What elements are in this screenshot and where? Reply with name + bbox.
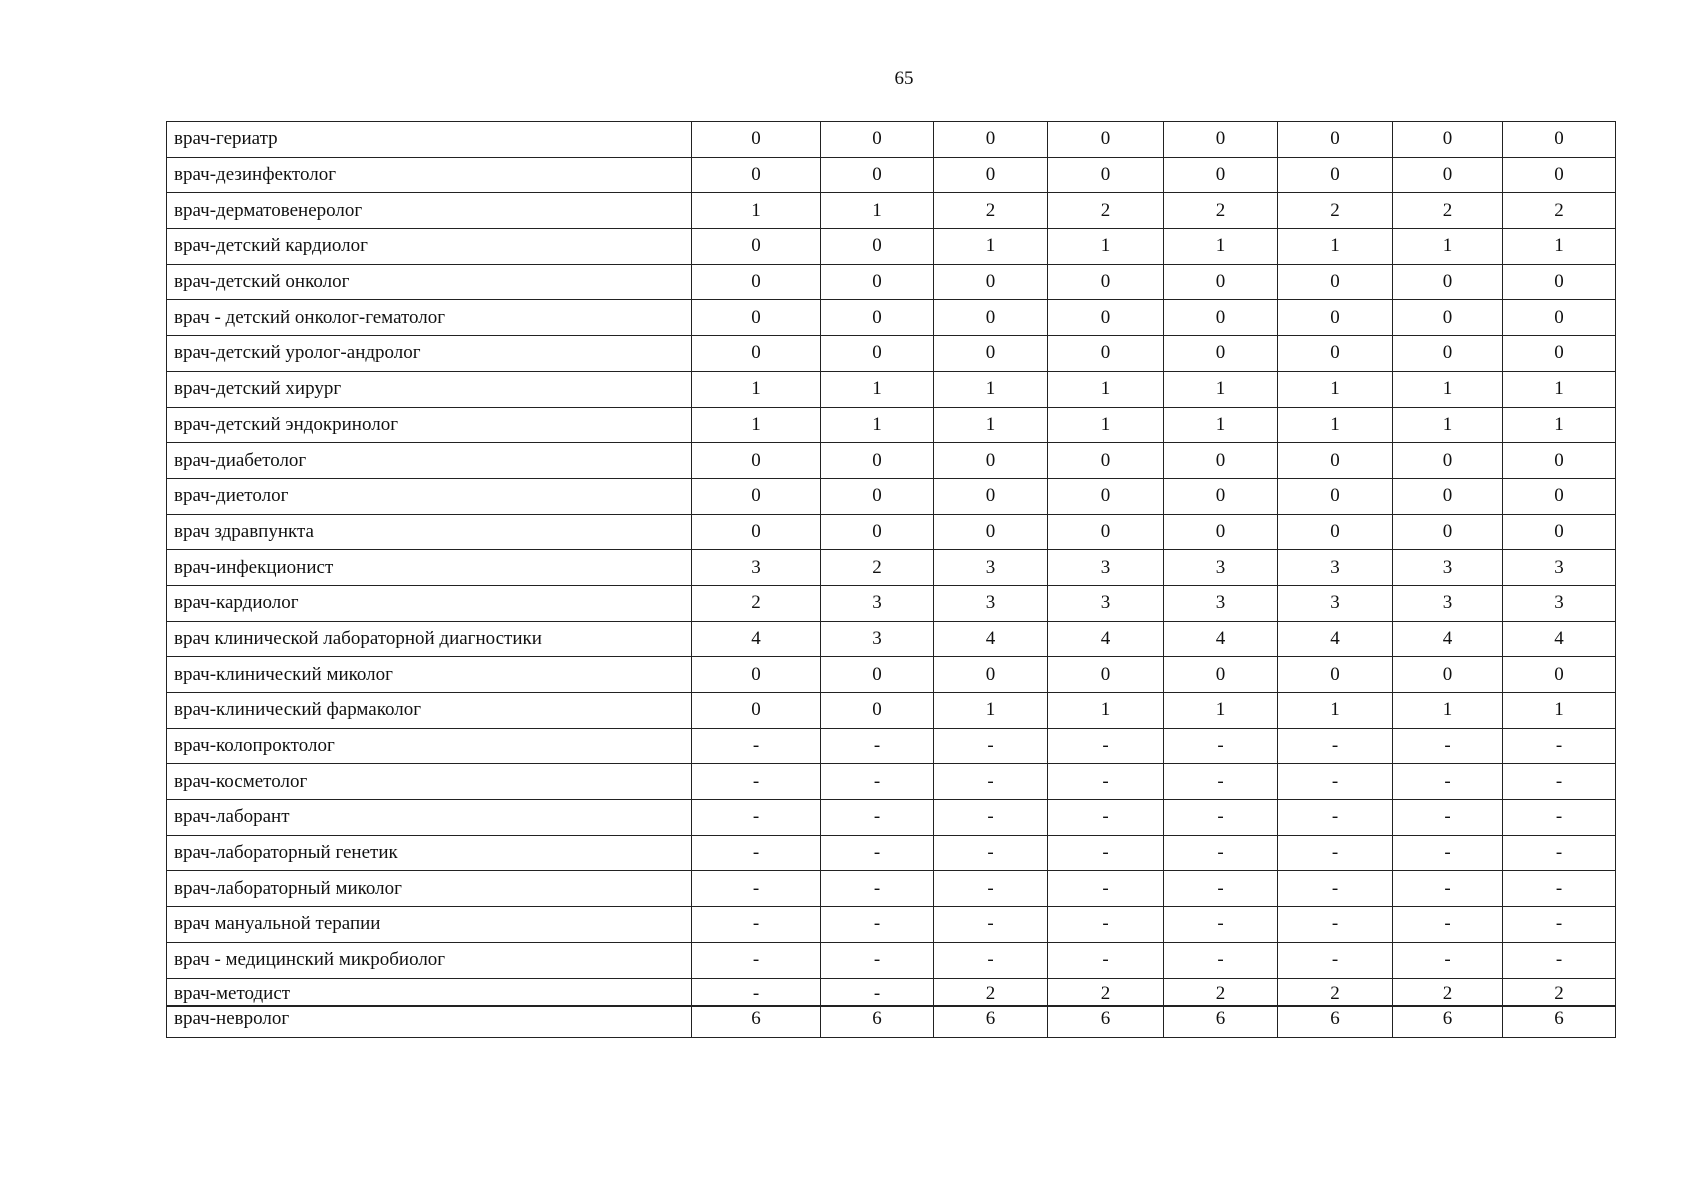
- table-row: [167, 371, 1616, 407]
- value-cell: -: [1164, 728, 1278, 764]
- value-cell: 0: [692, 264, 821, 300]
- value-cell: 2: [1164, 193, 1278, 229]
- value-cell: 4: [692, 621, 821, 657]
- value-cell: 0: [1164, 514, 1278, 550]
- value-cell: 0: [1393, 657, 1503, 693]
- table-row: [167, 657, 1616, 693]
- table-row: [167, 978, 1616, 1006]
- value-cell: 2: [692, 585, 821, 621]
- value-cell: 0: [1503, 157, 1616, 193]
- value-cell: 1: [821, 193, 934, 229]
- value-cell: 0: [1503, 657, 1616, 693]
- value-cell: -: [934, 907, 1048, 943]
- value-cell: 3: [1164, 550, 1278, 586]
- value-cell: 0: [934, 478, 1048, 514]
- value-cell: 0: [1164, 122, 1278, 158]
- value-cell: -: [821, 800, 934, 836]
- value-cell: 0: [821, 514, 934, 550]
- value-cell: -: [1503, 728, 1616, 764]
- value-cell: 0: [934, 157, 1048, 193]
- value-cell: 0: [934, 443, 1048, 479]
- value-cell: -: [821, 728, 934, 764]
- value-cell: -: [1393, 907, 1503, 943]
- value-cell: 0: [1278, 514, 1393, 550]
- value-cell: 1: [1503, 407, 1616, 443]
- position-name-cell: врач-детский хирург: [167, 371, 692, 407]
- value-cell: 4: [1278, 621, 1393, 657]
- value-cell: 0: [1278, 336, 1393, 372]
- value-cell: 1: [1164, 693, 1278, 729]
- table-row: [167, 728, 1616, 764]
- table-body: [167, 122, 1616, 1038]
- value-cell: 0: [692, 300, 821, 336]
- value-cell: 1: [1164, 229, 1278, 265]
- value-cell: -: [1164, 871, 1278, 907]
- position-name-cell: врач-дезинфектолог: [167, 157, 692, 193]
- value-cell: -: [1393, 728, 1503, 764]
- value-cell: -: [1048, 871, 1164, 907]
- table-row: [167, 122, 1616, 158]
- staffing-table: [166, 121, 1616, 1038]
- table-row: [167, 585, 1616, 621]
- value-cell: 1: [1503, 693, 1616, 729]
- value-cell: 1: [1278, 407, 1393, 443]
- value-cell: 0: [1393, 122, 1503, 158]
- value-cell: 0: [1048, 300, 1164, 336]
- position-name-cell: врач-колопроктолог: [167, 728, 692, 764]
- position-name-cell: врач-косметолог: [167, 764, 692, 800]
- value-cell: 0: [1048, 336, 1164, 372]
- value-cell: 0: [1048, 478, 1164, 514]
- value-cell: 3: [1278, 585, 1393, 621]
- value-cell: 0: [692, 514, 821, 550]
- value-cell: 0: [821, 443, 934, 479]
- value-cell: 1: [1393, 693, 1503, 729]
- value-cell: 1: [1048, 407, 1164, 443]
- position-name-cell: врач-детский уролог-андролог: [167, 336, 692, 372]
- position-name-cell: врач-диетолог: [167, 478, 692, 514]
- value-cell: 2: [1503, 978, 1616, 1006]
- value-cell: 3: [1048, 550, 1164, 586]
- value-cell: 1: [1164, 407, 1278, 443]
- value-cell: 0: [934, 514, 1048, 550]
- value-cell: -: [1393, 800, 1503, 836]
- value-cell: -: [1164, 907, 1278, 943]
- position-name-cell: врач-детский онколог: [167, 264, 692, 300]
- value-cell: 0: [1048, 657, 1164, 693]
- value-cell: 0: [1503, 264, 1616, 300]
- value-cell: -: [821, 871, 934, 907]
- value-cell: 0: [1393, 478, 1503, 514]
- position-name-cell: врач-дерматовенеролог: [167, 193, 692, 229]
- value-cell: 3: [1278, 550, 1393, 586]
- table-row: [167, 693, 1616, 729]
- value-cell: 0: [1164, 657, 1278, 693]
- position-name-cell: врач-клинический фармаколог: [167, 693, 692, 729]
- value-cell: 3: [934, 550, 1048, 586]
- value-cell: -: [1278, 907, 1393, 943]
- value-cell: 0: [1393, 336, 1503, 372]
- value-cell: 0: [1503, 514, 1616, 550]
- value-cell: 3: [1503, 550, 1616, 586]
- value-cell: 0: [934, 657, 1048, 693]
- table-row: [167, 942, 1616, 978]
- value-cell: -: [934, 871, 1048, 907]
- value-cell: 0: [1278, 443, 1393, 479]
- value-cell: -: [1393, 764, 1503, 800]
- value-cell: 4: [1048, 621, 1164, 657]
- table-row: [167, 264, 1616, 300]
- value-cell: -: [1503, 907, 1616, 943]
- value-cell: 0: [1164, 157, 1278, 193]
- value-cell: -: [934, 764, 1048, 800]
- value-cell: 0: [1503, 336, 1616, 372]
- value-cell: 1: [1503, 229, 1616, 265]
- value-cell: 0: [934, 122, 1048, 158]
- value-cell: 6: [821, 1006, 934, 1037]
- value-cell: 0: [692, 478, 821, 514]
- position-name-cell: врач клинической лабораторной диагностики: [167, 621, 692, 657]
- value-cell: -: [821, 978, 934, 1006]
- value-cell: 0: [692, 657, 821, 693]
- value-cell: -: [1164, 764, 1278, 800]
- value-cell: 4: [1393, 621, 1503, 657]
- position-name-cell: врач-невролог: [167, 1006, 692, 1037]
- value-cell: 1: [692, 371, 821, 407]
- value-cell: 1: [1393, 407, 1503, 443]
- value-cell: 2: [1164, 978, 1278, 1006]
- position-name-cell: врач-кардиолог: [167, 585, 692, 621]
- value-cell: 0: [692, 443, 821, 479]
- value-cell: 4: [934, 621, 1048, 657]
- value-cell: 2: [1393, 193, 1503, 229]
- value-cell: 0: [934, 336, 1048, 372]
- value-cell: -: [1503, 871, 1616, 907]
- value-cell: 2: [1048, 193, 1164, 229]
- value-cell: 0: [1164, 443, 1278, 479]
- table-row: [167, 336, 1616, 372]
- position-name-cell: врач-лаборант: [167, 800, 692, 836]
- value-cell: 0: [1048, 443, 1164, 479]
- value-cell: 6: [1503, 1006, 1616, 1037]
- value-cell: -: [692, 942, 821, 978]
- table-row: [167, 871, 1616, 907]
- value-cell: 6: [692, 1006, 821, 1037]
- value-cell: -: [821, 764, 934, 800]
- value-cell: -: [1503, 764, 1616, 800]
- value-cell: 0: [934, 264, 1048, 300]
- value-cell: -: [1048, 764, 1164, 800]
- value-cell: 0: [692, 122, 821, 158]
- value-cell: 6: [934, 1006, 1048, 1037]
- value-cell: 0: [1164, 300, 1278, 336]
- value-cell: 1: [1278, 693, 1393, 729]
- table-row: [167, 621, 1616, 657]
- value-cell: -: [1503, 800, 1616, 836]
- value-cell: 2: [1278, 978, 1393, 1006]
- value-cell: -: [1393, 942, 1503, 978]
- value-cell: 1: [1048, 693, 1164, 729]
- position-name-cell: врач-детский эндокринолог: [167, 407, 692, 443]
- value-cell: 1: [1048, 229, 1164, 265]
- position-name-cell: врач-методист: [167, 978, 692, 1006]
- value-cell: 0: [1393, 264, 1503, 300]
- value-cell: 3: [821, 621, 934, 657]
- value-cell: 6: [1048, 1006, 1164, 1037]
- value-cell: 0: [692, 336, 821, 372]
- value-cell: -: [692, 907, 821, 943]
- value-cell: 1: [1048, 371, 1164, 407]
- value-cell: 1: [934, 371, 1048, 407]
- value-cell: -: [1393, 835, 1503, 871]
- value-cell: 1: [1278, 229, 1393, 265]
- value-cell: -: [1278, 764, 1393, 800]
- value-cell: 0: [1048, 157, 1164, 193]
- table-row: [167, 514, 1616, 550]
- position-name-cell: врач-диабетолог: [167, 443, 692, 479]
- value-cell: 0: [692, 157, 821, 193]
- value-cell: 0: [1393, 443, 1503, 479]
- value-cell: 6: [1393, 1006, 1503, 1037]
- value-cell: 0: [821, 157, 934, 193]
- table-row: [167, 478, 1616, 514]
- value-cell: -: [821, 835, 934, 871]
- value-cell: 0: [1164, 264, 1278, 300]
- value-cell: -: [1048, 942, 1164, 978]
- value-cell: -: [934, 835, 1048, 871]
- value-cell: 0: [934, 300, 1048, 336]
- value-cell: -: [821, 942, 934, 978]
- position-name-cell: врач-клинический миколог: [167, 657, 692, 693]
- value-cell: 4: [1164, 621, 1278, 657]
- value-cell: 0: [1164, 478, 1278, 514]
- value-cell: -: [692, 978, 821, 1006]
- value-cell: 2: [1393, 978, 1503, 1006]
- position-name-cell: врач-инфекционист: [167, 550, 692, 586]
- value-cell: 0: [821, 229, 934, 265]
- value-cell: 3: [1393, 550, 1503, 586]
- value-cell: -: [1164, 835, 1278, 871]
- value-cell: 0: [1278, 657, 1393, 693]
- value-cell: 1: [1164, 371, 1278, 407]
- value-cell: 2: [1048, 978, 1164, 1006]
- value-cell: -: [1503, 835, 1616, 871]
- value-cell: 0: [1393, 300, 1503, 336]
- table-row: [167, 229, 1616, 265]
- value-cell: 0: [1278, 264, 1393, 300]
- position-name-cell: врач - медицинский микробиолог: [167, 942, 692, 978]
- value-cell: 0: [1048, 122, 1164, 158]
- value-cell: 0: [821, 336, 934, 372]
- value-cell: -: [1278, 942, 1393, 978]
- value-cell: 2: [1503, 193, 1616, 229]
- value-cell: 2: [934, 978, 1048, 1006]
- value-cell: 0: [821, 657, 934, 693]
- value-cell: 0: [821, 122, 934, 158]
- value-cell: 0: [692, 229, 821, 265]
- value-cell: 4: [1503, 621, 1616, 657]
- value-cell: 0: [821, 264, 934, 300]
- value-cell: 0: [1278, 157, 1393, 193]
- value-cell: -: [1393, 871, 1503, 907]
- value-cell: -: [934, 728, 1048, 764]
- value-cell: -: [1278, 871, 1393, 907]
- value-cell: 3: [1393, 585, 1503, 621]
- position-name-cell: врач - детский онколог-гематолог: [167, 300, 692, 336]
- value-cell: 3: [821, 585, 934, 621]
- value-cell: -: [1048, 907, 1164, 943]
- value-cell: -: [1503, 942, 1616, 978]
- value-cell: 0: [1393, 514, 1503, 550]
- table-row: [167, 764, 1616, 800]
- table-row: [167, 443, 1616, 479]
- value-cell: 0: [1164, 336, 1278, 372]
- value-cell: -: [1048, 728, 1164, 764]
- value-cell: -: [934, 800, 1048, 836]
- value-cell: -: [692, 728, 821, 764]
- value-cell: 3: [1048, 585, 1164, 621]
- value-cell: 1: [1278, 371, 1393, 407]
- table-row: [167, 835, 1616, 871]
- value-cell: 3: [934, 585, 1048, 621]
- value-cell: -: [1278, 835, 1393, 871]
- value-cell: 0: [1278, 300, 1393, 336]
- table-row: [167, 300, 1616, 336]
- value-cell: 1: [1393, 371, 1503, 407]
- value-cell: 3: [1164, 585, 1278, 621]
- value-cell: 0: [821, 300, 934, 336]
- value-cell: 0: [692, 693, 821, 729]
- page-number: 65: [894, 68, 914, 89]
- table-row: [167, 550, 1616, 586]
- value-cell: 2: [821, 550, 934, 586]
- value-cell: 0: [1503, 122, 1616, 158]
- value-cell: -: [692, 800, 821, 836]
- value-cell: 1: [1503, 371, 1616, 407]
- value-cell: 0: [1503, 300, 1616, 336]
- value-cell: -: [1278, 728, 1393, 764]
- value-cell: 1: [934, 693, 1048, 729]
- value-cell: 0: [821, 693, 934, 729]
- value-cell: 6: [1164, 1006, 1278, 1037]
- position-name-cell: врач-лабораторный генетик: [167, 835, 692, 871]
- position-name-cell: врач-лабораторный миколог: [167, 871, 692, 907]
- value-cell: -: [1048, 835, 1164, 871]
- position-name-cell: врач-гериатр: [167, 122, 692, 158]
- value-cell: 0: [1048, 264, 1164, 300]
- value-cell: -: [692, 764, 821, 800]
- value-cell: 1: [821, 371, 934, 407]
- value-cell: -: [934, 942, 1048, 978]
- value-cell: 0: [1278, 122, 1393, 158]
- value-cell: 0: [1503, 478, 1616, 514]
- value-cell: 6: [1278, 1006, 1393, 1037]
- table-row: [167, 157, 1616, 193]
- value-cell: -: [1278, 800, 1393, 836]
- position-name-cell: врач мануальной терапии: [167, 907, 692, 943]
- table-row: [167, 1006, 1616, 1037]
- table-row: [167, 907, 1616, 943]
- table-row: [167, 193, 1616, 229]
- value-cell: -: [1048, 800, 1164, 836]
- position-name-cell: врач здравпункта: [167, 514, 692, 550]
- value-cell: 0: [1278, 478, 1393, 514]
- value-cell: -: [821, 907, 934, 943]
- value-cell: 2: [934, 193, 1048, 229]
- value-cell: -: [692, 871, 821, 907]
- value-cell: 2: [1278, 193, 1393, 229]
- value-cell: 0: [1393, 157, 1503, 193]
- position-name-cell: врач-детский кардиолог: [167, 229, 692, 265]
- value-cell: 3: [692, 550, 821, 586]
- value-cell: -: [1164, 800, 1278, 836]
- table-row: [167, 407, 1616, 443]
- value-cell: -: [1164, 942, 1278, 978]
- value-cell: 1: [934, 229, 1048, 265]
- value-cell: 1: [934, 407, 1048, 443]
- value-cell: 1: [821, 407, 934, 443]
- value-cell: 3: [1503, 585, 1616, 621]
- value-cell: 0: [1503, 443, 1616, 479]
- value-cell: 1: [692, 407, 821, 443]
- value-cell: -: [692, 835, 821, 871]
- value-cell: 0: [1048, 514, 1164, 550]
- table-row: [167, 800, 1616, 836]
- value-cell: 1: [1393, 229, 1503, 265]
- value-cell: 0: [821, 478, 934, 514]
- value-cell: 1: [692, 193, 821, 229]
